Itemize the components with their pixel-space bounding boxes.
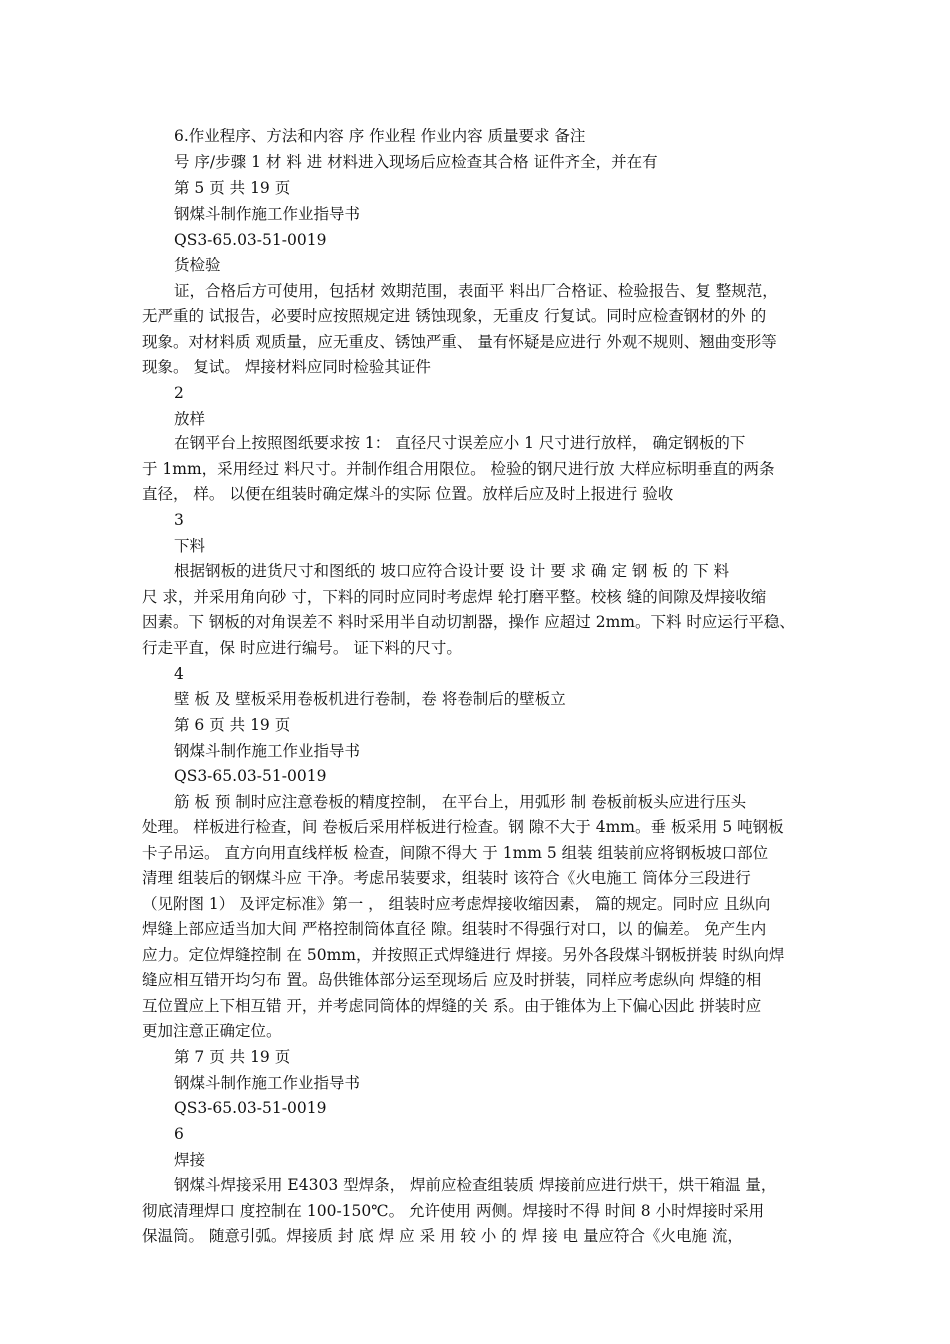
step-title: 放样 [174, 410, 206, 428]
step-number: 6 [174, 1125, 184, 1143]
step-number: 3 [174, 511, 184, 529]
text-line: 号 序/步骤 1 材 料 进 材料进入现场后应检查其合格 证件齐全，并在有 [174, 153, 658, 171]
doc-code: QS3-65.03-51-0019 [174, 1099, 327, 1117]
step-number: 4 [174, 665, 184, 683]
paragraph-line: 于 1mm，采用经过 料尺寸。并制作组合用限位。 检验的钢尺进行放 大样应标明垂直的两条 [142, 460, 775, 478]
doc-code: QS3-65.03-51-0019 [174, 767, 327, 785]
paragraph-line: 焊缝上部应适当加大间 严格控制筒体直径 隙。组装时不得强行对口，以 的偏差。 免产生内 [142, 920, 767, 938]
paragraph-line: 无严重的 试报告，必要时应按照规定进 锈蚀现象，无重皮 行复试。同时应检查钢材的外 的 [142, 307, 767, 325]
paragraph-line: 钢煤斗焊接采用 E4303 型焊条， 焊前应检查组装质 焊接前应进行烘干，烘干箱温 量， [174, 1176, 777, 1194]
paragraph-line: 筋 板 预 制时应注意卷板的精度控制， 在平台上，用弧形 制 卷板前板头应进行压头 [174, 793, 747, 811]
paragraph-line: 处理。 样板进行检查，间 卷板后采用样板进行检查。钢 隙不大于 4mm。垂 板采用 5 吨钢板 [142, 818, 784, 836]
text-line: 货检验 [174, 256, 221, 274]
paragraph-line: 清理 组装后的钢煤斗应 干净。考虑吊装要求，组装时 该符合《火电施工 筒体分三段进行 [142, 869, 751, 887]
step-number: 2 [174, 384, 184, 402]
paragraph-line: 现象。对材料质 观质量，应无重皮、锈蚀严重、 量有怀疑是应进行 外观不规则、翘曲变形等 [142, 333, 777, 351]
paragraph-line: 彻底清理焊口 度控制在 100-150℃。 允许使用 两侧。焊接时不得 时间 8 小时焊接时采用 [142, 1202, 765, 1220]
paragraph-line: 行走平直，保 时应进行编号。 证下料的尺寸。 [142, 639, 462, 657]
paragraph-line: 互位置应上下相互错 开，并考虑同筒体的焊缝的关 系。由于锥体为上下偏心因此 拼装时应 [142, 997, 762, 1015]
doc-title: 钢煤斗制作施工作业指导书 [174, 742, 361, 760]
paragraph-line: 直径， 样。 以便在组装时确定煤斗的实际 位置。放样后应及时上报进行 验收 [142, 485, 674, 503]
doc-code: QS3-65.03-51-0019 [174, 231, 327, 249]
step-title: 焊接 [174, 1151, 206, 1169]
section-heading: 6.作业程序、方法和内容 序 作业程 作业内容 质量要求 备注 [174, 127, 586, 145]
paragraph-line: 缝应相互错开均匀布 置。岛供锥体部分运至现场后 应及时拼装，同样应考虑纵向 焊缝的相 [142, 971, 762, 989]
paragraph-line: 应力。定位焊缝控制 在 50mm，并按照正式焊缝进行 焊接。另外各段煤斗钢板拼装 时纵向焊 [142, 946, 785, 964]
paragraph-line: 现象。 复试。 焊接材料应同时检验其证件 [142, 358, 431, 376]
paragraph-line: 更加注意正确定位。 [142, 1022, 282, 1040]
page-number: 第 5 页 共 19 页 [174, 179, 291, 197]
paragraph-line: 在钢平台上按照图纸要求按 1： 直径尺寸误差应小 1 尺寸进行放样， 确定钢板的下 [174, 434, 746, 452]
page-number: 第 6 页 共 19 页 [174, 716, 291, 734]
paragraph-line: 因素。下 钢板的对角误差不 料时采用半自动切割器，操作 应超过 2mm。下料 时应运行平稳、 [142, 613, 795, 631]
doc-title: 钢煤斗制作施工作业指导书 [174, 1074, 361, 1092]
paragraph-line: 证，合格后方可使用，包括材 效期范围，表面平 料出厂合格证、检验报告、复 整规范， [174, 282, 778, 300]
step-title: 下料 [174, 537, 206, 555]
page-number: 第 7 页 共 19 页 [174, 1048, 291, 1066]
paragraph-line: 尺 求，并采用角向砂 寸，下料的同时应同时考虑焊 轮打磨平整。校核 缝的间隙及焊接收缩 [142, 588, 767, 606]
paragraph-line: （见附图 1） 及评定标准》第一 ， 组装时应考虑焊接收缩因素， 篇的规定。同时应 且纵向 [142, 895, 771, 913]
text-line: 壁 板 及 壁板采用卷板机进行卷制，卷 将卷制后的壁板立 [174, 690, 566, 708]
paragraph-line: 根据钢板的进货尺寸和图纸的 坡口应符合设计要 设 计 要 求 确 定 钢 板 的 下 料 [174, 562, 730, 580]
paragraph-line: 保温筒。 随意引弧。焊接质 封 底 焊 应 采 用 较 小 的 焊 接 电 量应符合《火电施 流， [142, 1227, 743, 1245]
doc-title: 钢煤斗制作施工作业指导书 [174, 205, 361, 223]
paragraph-line: 卡子吊运。 直方向用直线样板 检查，间隙不得大 于 1mm 5 组装 组装前应将钢板坡口部位 [142, 844, 769, 862]
